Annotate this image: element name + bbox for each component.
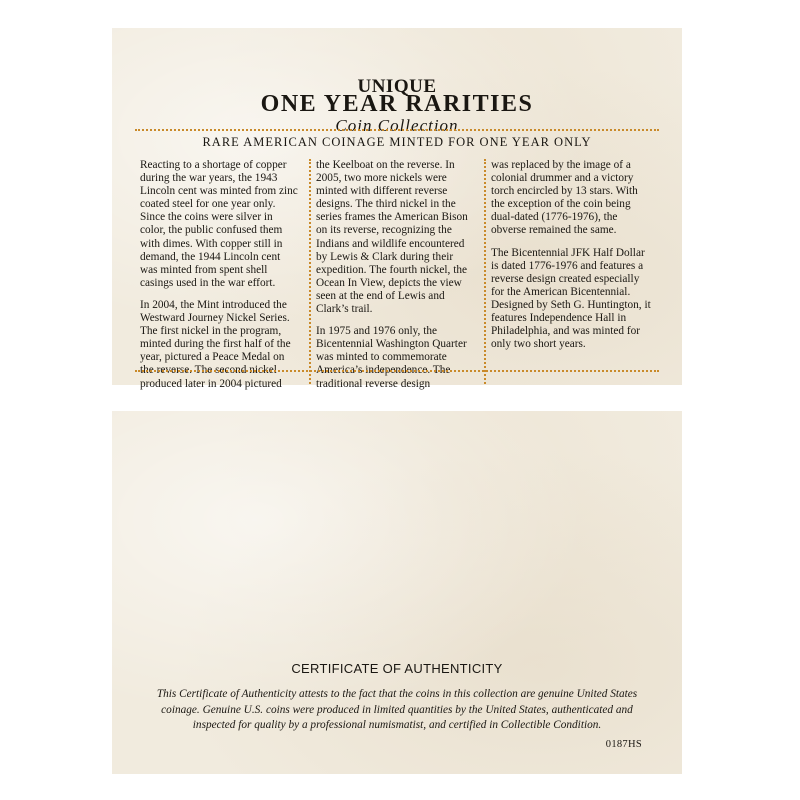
- subtitle: RARE AMERICAN COINAGE MINTED FOR ONE YEAR ONLY: [202, 135, 592, 149]
- quarter-paragraph: In 1975 and 1976 only, the Bicentennial Washington Quarter was minted to commemorate America’s independence. The traditional reverse design: [316, 325, 467, 390]
- footer-divider: [135, 370, 659, 372]
- header-divider: [135, 129, 659, 131]
- nickel-series-paragraph: In 2004, the Mint introduced the Westward Journey Nickel Series. The first nickel in the program, minted during the first half of the year, pictured a Peace Medal on the reverse. The second nickel produced later in 2004 pictured: [140, 298, 291, 390]
- title-script: Coin Collection: [335, 116, 459, 135]
- product-code: 0187HS: [605, 739, 642, 750]
- text-column-1: [140, 159, 300, 400]
- certificate-front-card: [112, 28, 682, 390]
- quarter-continued-paragraph: was replaced by the image of a colonial drummer and a victory torch encircled by 13 stars. With the exception of the coin being dual-dated (1776-1976), the obverse remained the same.: [491, 159, 638, 237]
- certificate-back-card: [112, 411, 682, 774]
- lincoln-cent-paragraph: Reacting to a shortage of copper during the war years, the 1943 Lincoln cent was minted from zinc coated steel for one year only. Since the coins were silver in color, the public confused them with dimes. With copper still in demand, the 1944 Lincoln cent was minted from spent shell casings used in the war effort.: [140, 159, 298, 289]
- text-column-3: [491, 159, 651, 360]
- keelboat-paragraph: the Keelboat on the reverse. In 2005, two more nickels were minted with different reverse designs. The third nickel in the series frames the American Bison on its reverse, recognizing the Indians and wildlife encountered by Lewis & Clark during their expedition. The fourth nickel, the Ocean In View, depicts the view seen at the end of Lewis and Clark’s trail.: [316, 159, 468, 316]
- column-divider-2: [484, 159, 486, 384]
- column-divider-1: [309, 159, 311, 384]
- certificate-title: CERTIFICATE OF AUTHENTICITY: [291, 661, 503, 676]
- page-title: ONE YEAR RARITIES: [260, 91, 534, 117]
- title-unique: UNIQUE: [357, 76, 437, 97]
- certificate-statement: This Certificate of Authenticity attests to the fact that the coins in this collection are genuine United States coinage. Genuine U.S. coins were produced in limited quantities by the United States, authenticated and inspected for quality by a professional numismatist, and certified in Collectible Condition.: [156, 688, 638, 731]
- half-dollar-paragraph: The Bicentennial JFK Half Dollar is dated 1776-1976 and features a reverse design created especially for the American Bicentennial. Designed by Seth G. Huntington, it features Independence Hall in Philadelphia, and was minted for only two short years.: [491, 246, 651, 351]
- text-column-2: [316, 159, 476, 400]
